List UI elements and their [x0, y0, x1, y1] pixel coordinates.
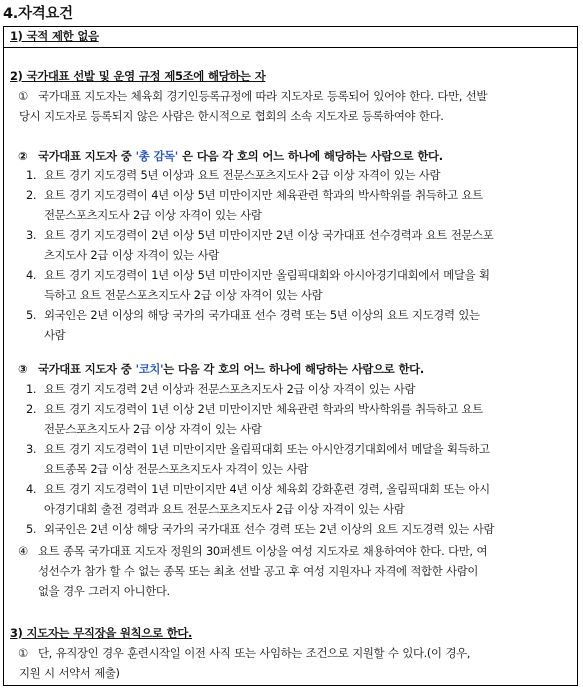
criteria-item-text: 요트 경기 지도경력이 4년 이상 5년 미만이지만 체육관련 학과의 박사학위를 취득하고 요트 — [44, 188, 483, 202]
criteria-item — [4, 480, 577, 500]
section-2-title-row — [4, 67, 577, 87]
criteria-item-text: 사람 — [44, 328, 66, 342]
criteria-item — [4, 400, 577, 420]
criteria-item-number: 1. — [26, 168, 37, 182]
criteria-item-continuation — [4, 326, 577, 346]
criteria-item-number: 5. — [26, 522, 37, 536]
clause-heading-pre: 국가대표 지도자 중 — [38, 362, 136, 376]
criteria-item — [4, 226, 577, 246]
clause-text: 지원 시 서약서 제출) — [19, 666, 120, 680]
criteria-item-text: 요트 경기 지도경력이 1년 이상 2년 미만이지만 체육관련 학과의 박사학위를 취득하고 요트 — [44, 402, 483, 416]
requirements-box — [3, 26, 578, 686]
criteria-item-text: 츠지도사 2급 이상 자격이 있는 사람 — [44, 248, 219, 262]
criteria-item-text: 외국인은 2년 이상의 해당 국가의 국가대표 선수 경력 또는 5년 이상의 요트 지도경력 있는 — [44, 308, 480, 322]
criteria-item — [4, 266, 577, 286]
clause-3-1-line1 — [4, 644, 577, 664]
criteria-item-number: 4. — [26, 482, 37, 496]
criteria-item-text: 요트 경기 지도경력 5년 이상과 요트 전문스포츠지도사 2급 이상 자격이 있는 사람 — [44, 168, 441, 182]
criteria-item-continuation — [4, 206, 577, 226]
clause-2-1-line2 — [4, 107, 577, 127]
clause-2-4-line1 — [4, 542, 577, 562]
criteria-item — [4, 186, 577, 206]
section-3-title: 3) 지도자는 무직장을 원칙으로 한다. — [10, 626, 193, 640]
criteria-item — [4, 520, 577, 540]
criteria-item-text: 요트 경기 지도경력이 1년 이상 5년 미만이지만 올림픽대회와 아시아경기대회에서 메달을 획 — [44, 268, 490, 282]
criteria-item-number: 3. — [26, 442, 37, 456]
criteria-item-text: 전문스포츠지도사 2급 이상 자격이 있는 사람 — [44, 422, 262, 436]
criteria-item-number: 1. — [26, 382, 37, 396]
clause-heading-post: 은 다음 각 호의 어느 하나에 해당하는 사람으로 한다. — [177, 149, 443, 163]
section-1-title: 1) 국적 제한 없음 — [10, 29, 99, 43]
criteria-item-text: 득하고 요트 전문스포츠지도사 2급 이상 자격이 있는 사람 — [44, 288, 323, 302]
clause-marker: ① — [18, 646, 28, 660]
section-1-title-row — [4, 27, 577, 47]
clause-heading — [38, 147, 571, 167]
clause-marker: ④ — [18, 544, 28, 558]
criteria-item-text: 요트 경기 지도경력이 1년 미만이지만 올림픽대회 또는 아시안경기대회에서 메달을 획득하고 — [44, 442, 490, 456]
criteria-item — [4, 306, 577, 326]
clause-2-4-line3 — [4, 582, 577, 602]
criteria-item-text: 아경기대회 출전 경력과 요트 전문스포츠지도사 2급 이상 자격이 있는 사람 — [44, 502, 405, 516]
criteria-item — [4, 380, 577, 400]
criteria-item-text: 요트종목 2급 이상 전문스포츠지도사 자격이 있는 사람 — [44, 462, 308, 476]
clause-text: 요트 종목 국가대표 지도자 정원의 30퍼센트 이상을 여성 지도자로 채용하여야 한다. 다만, 여 — [38, 544, 488, 558]
clause-heading-post: 는 다음 각 호의 어느 하나에 해당하는 사람으로 한다. — [163, 362, 424, 376]
section-2-title: 2) 국가대표 선발 및 운영 규정 제5조에 해당하는 자 — [10, 69, 266, 83]
criteria-item-text: 요트 경기 지도경력 2년 이상과 전문스포츠지도사 2급 이상 자격이 있는 사람 — [44, 382, 416, 396]
clause-marker: ③ — [18, 362, 28, 376]
section-3-title-row — [4, 624, 577, 644]
criteria-item-continuation — [4, 246, 577, 266]
clause-text: 당시 지도자로 등록되지 않은 사람은 한시적으로 협회의 소속 지도자로 등록하여야 한다. — [19, 109, 444, 123]
criteria-item-number: 2. — [26, 188, 37, 202]
section-heading: 4.자격요건 — [3, 6, 73, 22]
criteria-item-number: 3. — [26, 228, 37, 242]
criteria-item-continuation — [4, 460, 577, 480]
criteria-item-number: 4. — [26, 268, 37, 282]
clause-2-2-head — [4, 147, 577, 167]
criteria-item — [4, 440, 577, 460]
clause-text: 단, 유직장인 경우 훈련시작일 이전 사직 또는 사임하는 조건으로 지원할 수 있다.(이 경우, — [38, 646, 471, 660]
criteria-item-text: 요트 경기 지도경력이 1년 미만이지만 4년 이상 체육회 강화훈련 경력, 올림픽대회 또는 아시 — [44, 482, 490, 496]
clause-heading — [38, 360, 571, 380]
clause-text: 없을 경우 그러지 아니한다. — [38, 584, 170, 598]
clause-text: 성선수가 참가 할 수 없는 종목 또는 최초 선발 공고 후 여성 지원자나 자격에 적합한 사람이 — [38, 564, 479, 578]
criteria-item-continuation — [4, 420, 577, 440]
clause-3-1-line2 — [4, 664, 577, 684]
criteria-item — [4, 166, 577, 186]
clause-2-1-line1 — [4, 87, 577, 107]
criteria-item-number: 2. — [26, 402, 37, 416]
criteria-item-number: 5. — [26, 308, 37, 322]
clause-marker: ① — [18, 89, 28, 103]
clause-2-4-line2 — [4, 562, 577, 582]
coach-term: '코치' — [135, 362, 164, 376]
criteria-item-text: 요트 경기 지도경력이 2년 이상 5년 미만이지만 2년 이상 국가대표 선수경력과 요트 전문스포 — [44, 228, 494, 242]
criteria-item-continuation — [4, 500, 577, 520]
head-coach-term: '총 감독' — [135, 149, 178, 163]
clause-2-3-head — [4, 360, 577, 380]
clause-text: 국가대표 지도자는 체육회 경기인등록규정에 따라 지도자로 등록되어 있어야 한다. 다만, 선발 — [38, 89, 488, 103]
criteria-item-text: 외국인은 2년 이상 해당 국가의 국가대표 선수 경력 또는 2년 이상의 요트 지도경력 있는 사람 — [44, 522, 495, 536]
clause-heading-pre: 국가대표 지도자 중 — [38, 149, 136, 163]
criteria-item-text: 전문스포츠지도사 2급 이상 자격이 있는 사람 — [44, 208, 262, 222]
criteria-item-continuation — [4, 286, 577, 306]
clause-marker: ② — [18, 149, 28, 163]
